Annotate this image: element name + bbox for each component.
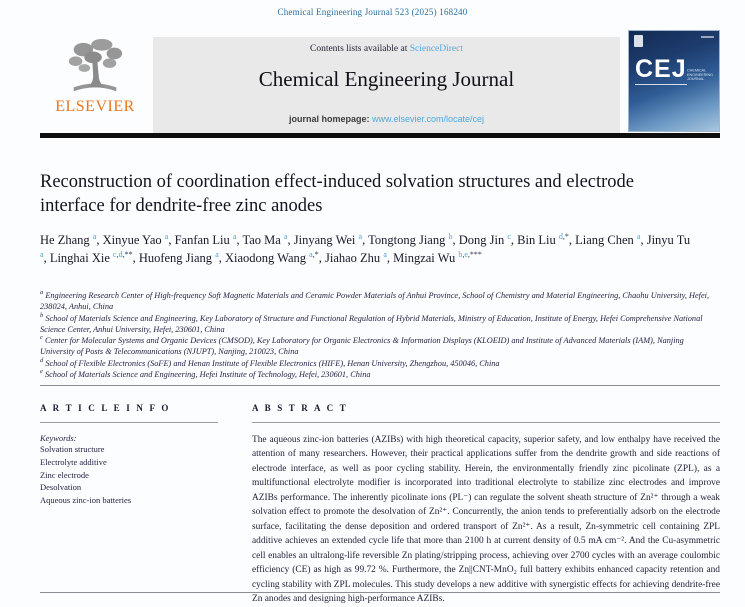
affiliation: $^b$ School of Materials Science and Engineering, Key Laboratory of Structure and Functional Regulation of Hybrid Materials, Ministry of Education, Institute of Energy, Hefei Comprehensive National Science Center, Anhui University, Hefei, 230601, China [40,311,703,334]
author: Dong Jin $^c$ [458,231,511,247]
contents-line-text: Contents lists available at [309,44,410,54]
keyword: Aqueous zinc-ion batteries [40,495,132,505]
homepage-url-link[interactable]: www.elsevier.com/locate/cej [371,114,485,124]
affiliation: $^c$ Center for Molecular Systems and Organic Devices (CMSOD), Key Laboratory for Organic Electronics & Information Displays (KLOEID) and Institute of Advanced Materials (IAM), Nanjing University of Posts & Telecommunications (NJUPT), Nanjing, 210023, China [40,334,684,357]
article-title: Reconstruction of coordination effect-induced solvation structures and electrode interface for dendrite-free zinc anodes [40,172,635,217]
abstract-section [252,403,720,607]
cover-subtitle-line: JOURNAL [687,77,705,82]
page-bottom-divider [40,592,720,593]
keyword: Desolvation [40,482,82,493]
author: Liang Chen $^a$ [575,231,641,247]
abstract-heading: A B S T R A C T [252,403,348,413]
author: Mingzai Wu $^{b,e,***}$ [393,250,482,266]
abstract-text: The aqueous zinc-ion batteries (AZIBs) with high theoretical capacity, superior safety, and low enthalpy have received the attention of many researchers. However, their practical applications suffer from the dendrite growth and side reactions of electrode interface, as well as poor cycling stability. Herein, the environmentally friendly zinc picolinate (ZPL), as a multifunctional electrolyte modifier is incorporated into traditional electrolyte to stabilize zinc electrodes and improve AZIBs performance. The inherently picolinate ions (PL⁻) can regulate the solvent sheath structure of Zn²⁺ through a weak solvation effect to promote the desolvation of Zn²⁺. Concurrently, the anion tends to preferentially adsorb on the electrode surface, facilitating the dense deposition and ordered transport of Zn²⁺. As a result, Zn-symmetric cell containing ZPL additive achieves an extended cycle life that more than 2100 h at current density of 0.5 mA cm⁻². And the Cu-asymmetric cell enables an ultralong-life reversible Zn plating/stripping process, achieving over 2700 cycles with an average coulombic efficiency (CE) as high as 99.72 %. Furthermore, the Zn||CNT-MnO₂ full battery exhibits enhanced capacity retention and cycling stability with ZPL molecules. This study develops a new additive with synergistic effects for achieving dendrite-free Zn anodes and designing high-performance AZIBs. [252,435,720,605]
affiliation: $^a$ Engineering Research Center of High-frequency Soft Magnetic Materials and Ceramic Powder Materials of Anhui Province, School of Chemistry and Material Engineering, Chaohu University, Hefei, 238024, Anhui, China [40,289,710,312]
cover-subtitle-line: ENGINEERING [687,73,714,77]
cover-subtitle-line: CHEMICAL [687,69,707,73]
author: Xiaodong Wang $^{a,*}$ [225,250,319,266]
author: Fanfan Liu $^a$ [174,231,237,247]
elsevier-tree-logo-icon [40,37,150,99]
elsevier-logo [40,37,150,133]
author: Jinyang Wei $^a$ [293,231,363,247]
header-divider-bar [40,133,720,138]
abstract-rule [252,422,720,423]
author: Huofeng Jiang $^a$ [138,250,219,266]
article-info-section [40,403,218,507]
cover-acronym: CEJ [635,55,687,83]
author: Jinyu Tu $^a$ [40,233,691,260]
author: Linghai Xie $^{c,d,**}$ [49,250,133,266]
cover-publisher-mark-icon [634,35,643,47]
section-divider [40,385,720,386]
affiliation-list [40,290,716,380]
journal-banner [153,37,620,133]
journal-header [40,37,720,133]
affiliation: $^e$ School of Materials Science and Engineering, Hefei Institute of Technology, Hefei, 230601, China [40,368,371,379]
journal-cover-image [628,30,720,132]
homepage-label: journal homepage: [288,114,372,124]
article-info-rule [40,422,218,423]
keyword: Zinc electrode [40,469,89,480]
cover-subtitle [687,69,713,82]
keywords-label: Keywords: [40,433,77,443]
article-info-heading: A R T I C L E I N F O [40,403,171,413]
author: Jiahao Zhu $^a$ [324,250,387,266]
cover-issn-mark [701,36,714,38]
author: He Zhang $^a$ [40,231,97,247]
author: Xinyue Yao $^a$ [102,231,169,247]
author-list: He Zhang $^a$, Xinyue Yao $^a$, Fanfan Liu $^a$, Tao Ma $^a$, Jinyang Wei $^a$, Tongtong Jiang $^b$, Dong Jin $^c$, Bin Liu $^{d,*}$, Liang Chen $^a$, Jinyu Tu $^a$, Linghai Xie $^{c,d,**}$, Huofeng Jiang $^a$, Xiaodong Wang $^{a,*}$, Jiahao Zhu $^a$, Mingzai Wu $^{b,e,***}$ [40,231,691,266]
author: Bin Liu $^{d,*}$ [517,231,569,247]
elsevier-wordmark: ELSEVIER [55,98,135,115]
affiliation: $^d$ School of Flexible Electronics (SoFE) and Henan Institute of Flexible Electronics (HIFE), Henan University, Zhengzhou, 450046, China [40,356,500,368]
keyword: Electrolyte additive [40,456,107,467]
sciencedirect-link[interactable]: ScienceDirect [409,44,463,54]
keyword-list [40,443,218,507]
journal-citation: Chemical Engineering Journal 523 (2025) 168240 [277,7,468,17]
author: Tongtong Jiang $^b$ [368,231,453,247]
homepage-line [153,114,620,124]
keyword: Solvation structure [40,444,105,454]
contents-line [153,44,620,54]
author: Tao Ma $^a$ [242,231,288,247]
journal-title: Chemical Engineering Journal [258,67,515,91]
